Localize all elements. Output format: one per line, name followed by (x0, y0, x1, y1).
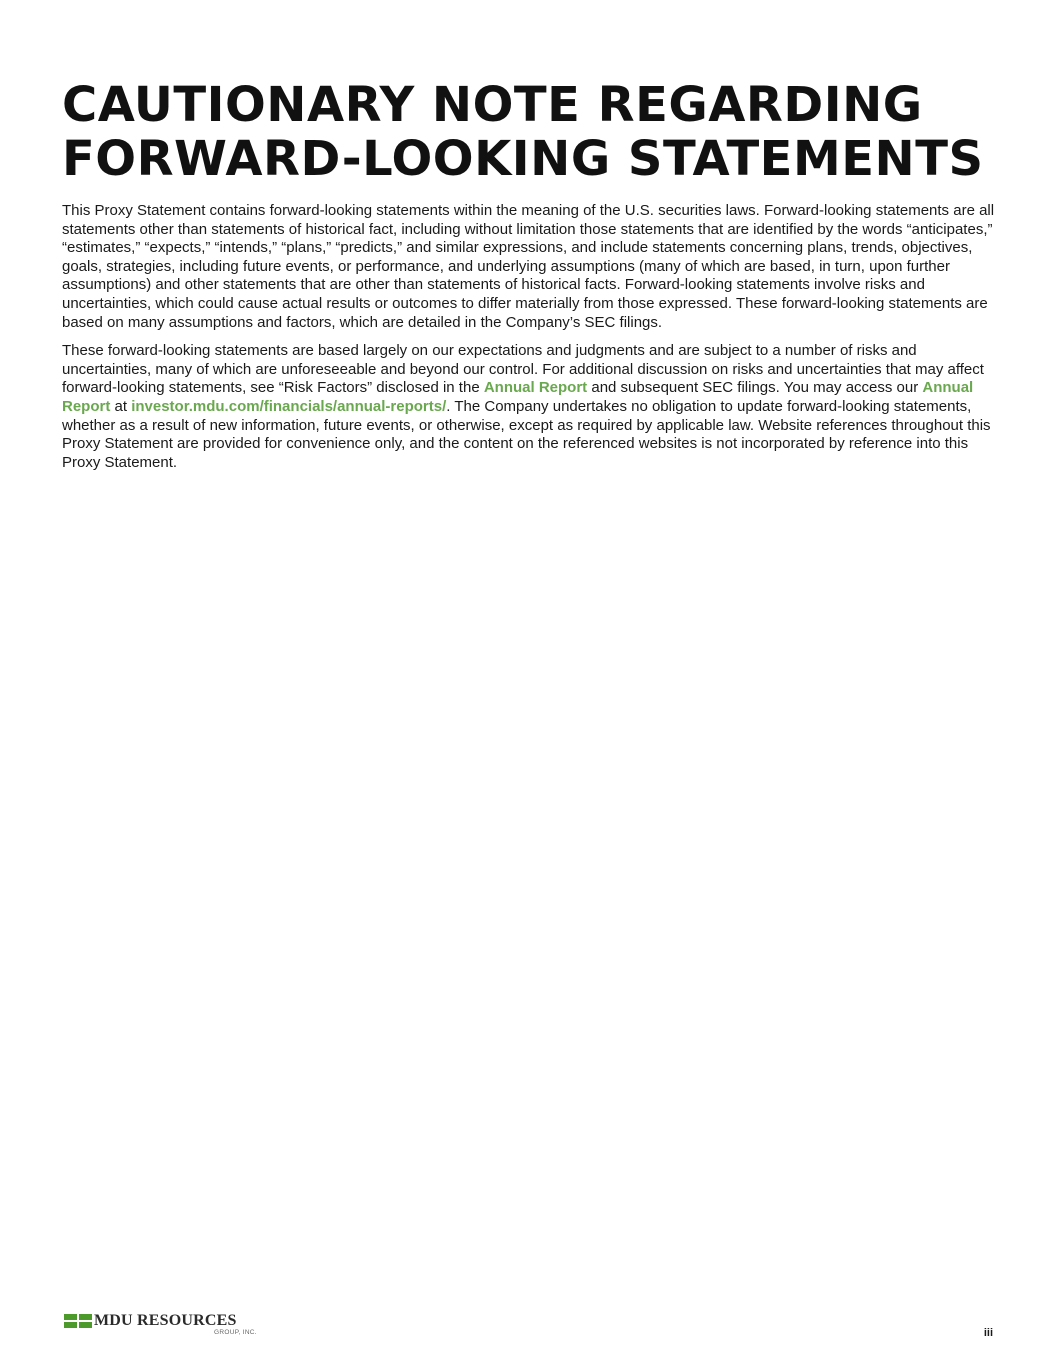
paragraph-1: This Proxy Statement contains forward-looking statements within the meaning of the U.S. securities laws. Forward-looking statements are all statements other than statements of historical fact, including without limitation those statements that are identified by the words “anticipates,” “estimates,” “expects,” “intends,” “plans,” “predicts,” and similar expressions, and include statements concerning plans, trends, objectives, goals, strategies, including future events, or performance, and underlying assumptions (many of which are based, in turn, upon further assumptions) and other statements that are other than statements of historical facts. Forward-looking statements involve risks and uncertainties, which could cause actual results or outcomes to differ materially from those expressed. These forward-looking statements are based on many assumptions and factors, which are detailed in the Company’s SEC filings. (62, 202, 995, 331)
paragraph-2-text-2: and subsequent SEC filings. You may access our (587, 379, 923, 397)
company-logo (64, 1312, 257, 1338)
mdu-logo-icon (64, 1314, 92, 1328)
paragraph-2-text-1: These forward-looking statements are based largely on our expectations and judgments and are subject to a number of risks and uncertainties, many of which are unforeseeable and beyond our control. For additional discussion on risks and uncertainties that may affect forward-looking statements, see “Risk Factors” disclosed in the (62, 342, 984, 397)
annual-report-link-2[interactable]: Annual Report (62, 379, 974, 415)
annual-report-link[interactable]: Annual Report (483, 379, 588, 397)
page-number: iii (983, 1327, 993, 1339)
page-title-line-1: CAUTIONARY NOTE REGARDING (62, 77, 923, 133)
paragraph-2-text-4: . The Company undertakes no obligation to update forward-looking statements, whether as a result of new information, future events, or otherwise, except as required by applicable law. Website references throughout this Proxy Statement are provided for convenience only, and the content on the referenced websites is not incorporated by reference into this Proxy Statement. (62, 397, 991, 471)
body-text (62, 202, 997, 482)
paragraph-2 (62, 342, 997, 472)
page-title (62, 78, 1022, 186)
logo-name: MDU RESOURCES (94, 1312, 237, 1329)
page-title-line-2: FORWARD-LOOKING STATEMENTS (62, 131, 984, 187)
annual-reports-url-link[interactable]: investor.mdu.com/financials/annual-reports/ (131, 397, 447, 415)
paragraph-2-text-3: at (110, 397, 132, 415)
logo-subtitle: GROUP, INC. (214, 1329, 257, 1336)
